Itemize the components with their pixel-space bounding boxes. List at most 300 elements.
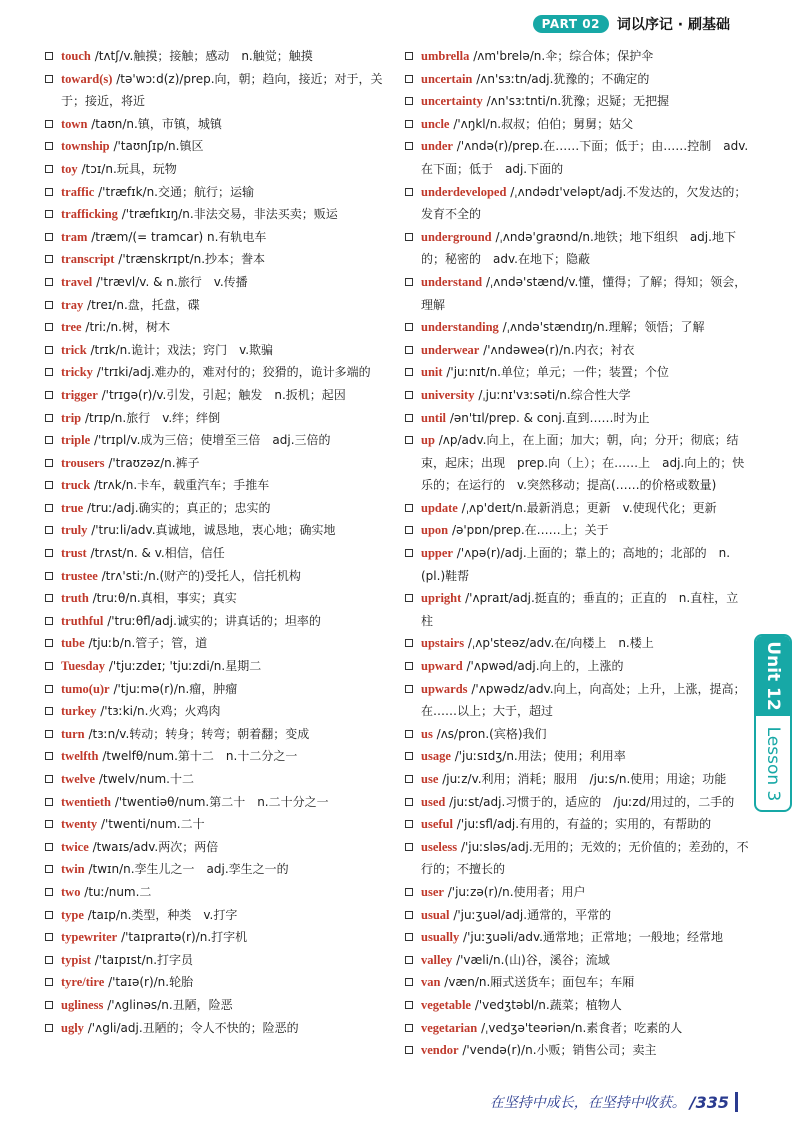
vocab-entry [44,248,389,271]
vocab-entry [404,904,749,927]
vocab-entry [404,90,749,113]
checkbox-icon[interactable] [45,391,53,399]
vocab-definition: /'twenti/num.二十 [100,817,205,832]
vocab-word: traffic [61,184,95,199]
checkbox-icon[interactable] [405,730,413,738]
checkbox-icon[interactable] [405,1024,413,1032]
vocab-definition: /tʌtʃ/v.触摸；接触；感动 n.触觉；触摸 [94,49,313,63]
vocab-entry [44,768,389,791]
checkbox-icon[interactable] [405,368,413,376]
checkbox-icon[interactable] [45,188,53,196]
checkbox-icon[interactable] [405,933,413,941]
checkbox-icon[interactable] [405,278,413,286]
vocab-entry [44,474,389,497]
vocab-definition: /ʌm'brelə/n.伞；综合体；保护伞 [473,49,654,63]
checkbox-icon[interactable] [405,798,413,806]
vocab-definition: /juːz/v.利用；消耗；服用 /juːs/n.使用；用途；功能 [442,772,727,786]
vocab-definition: /'ʌpraɪt/adj.挺直的；垂直的；正直的 n.直柱，立柱 [421,591,739,628]
vocab-word: trustee [61,568,98,583]
vocab-definition: /'ʌpə(r)/adj.上面的；靠上的；高地的；北部的 n.(pl.)鞋帮 [421,546,731,583]
vocab-word: tube [61,636,85,651]
vocab-definition: /'juːnɪt/n.单位；单元；一件；装置；个位 [446,365,669,380]
checkbox-icon[interactable] [405,1001,413,1009]
vocab-entry [44,565,389,588]
vocab-definition: /'træfɪk/n.交通；航行；运输 [98,184,255,199]
vocab-entry [44,1017,389,1040]
vocab-definition: /trʌk/n.卡车，载重汽车；手推车 [94,478,270,493]
vocab-word: until [421,410,447,425]
checkbox-icon[interactable] [405,820,413,828]
vocab-word: turn [61,726,85,741]
vocab-word: twentieth [61,794,111,809]
vocab-word: vendor [421,1043,459,1058]
checkbox-icon[interactable] [45,504,53,512]
vocab-word: upward [421,659,463,674]
unit-lesson-tab [754,634,792,812]
checkbox-icon[interactable] [45,233,53,241]
vocab-definition: /'traʊzəz/n.裤子 [108,455,200,470]
checkbox-icon[interactable] [405,1046,413,1054]
vocab-entry [44,407,389,430]
vocab-word: use [421,772,439,786]
vocab-word: trust [61,546,87,561]
vocab-word: upper [421,546,453,561]
page-footer [490,1092,738,1112]
vocab-definition: /'vedʒtəbl/n.蔬菜；植物人 [474,997,622,1012]
vocab-word: true [61,500,84,515]
vocab-definition: /tə'wɔːd(z)/prep.向，朝；趋向，接近；对于，关于；接近，将近 [61,71,383,109]
vocab-word: upright [421,591,462,606]
vocab-word: township [61,139,110,154]
vocab-entry [44,904,389,927]
vocab-definition: /'tjuːmə(r)/n.瘤，肿瘤 [113,681,238,696]
vocab-entry [404,1039,749,1062]
vocab-definition: /'træfɪkɪŋ/n.非法交易，非法买卖；贩运 [121,207,338,222]
vocab-word: truck [61,478,91,493]
vocab-word: underground [421,229,492,244]
checkbox-icon[interactable] [405,775,413,783]
checkbox-icon[interactable] [405,504,413,512]
vocab-entry [44,158,389,181]
checkbox-icon[interactable] [405,843,413,851]
vocab-entry [44,68,389,113]
checkbox-icon[interactable] [45,843,53,851]
checkbox-icon[interactable] [45,1001,53,1009]
vocab-entry [44,971,389,994]
vocab-definition: /treɪ/n.盘，托盘，碟 [87,297,200,312]
vocab-definition: /'juːsɪdʒ/n.用法；使用；利用率 [454,749,626,764]
vocab-definition: /ˌʌndə'stænd/v.懂，懂得；了解；得知；领会，理解 [421,274,747,312]
lesson-label: Lesson 3 [763,726,783,802]
vocab-definition: /ˌʌndə'graʊnd/n.地铁；地下组织 adj.地下的；秘密的 adv.在地下；隐蔽 [421,229,736,267]
vocab-word: twenty [61,817,98,832]
checkbox-icon[interactable] [405,888,413,896]
vocab-entry [44,519,389,542]
checkbox-icon[interactable] [405,233,413,241]
checkbox-icon[interactable] [45,165,53,173]
vocab-definition: /'juːʒuəl/adj.通常的，平常的 [453,907,612,922]
vocab-definition: /'tɜːki/n.火鸡；火鸡肉 [100,704,221,719]
vocab-entry [44,113,389,136]
vocab-definition: /'trævl/v. & n.旅行 v.传播 [96,274,248,289]
checkbox-icon[interactable] [405,662,413,670]
vocab-word: turkey [61,704,97,719]
vocab-entry [404,384,749,407]
vocab-word: triple [61,433,91,448]
vocab-entry [404,813,749,836]
checkbox-icon[interactable] [405,346,413,354]
vocab-word: up [421,433,435,448]
vocab-entry [44,203,389,226]
vocab-word: vegetarian [421,1020,478,1035]
checkbox-icon[interactable] [405,752,413,760]
vocab-word: usual [421,907,450,922]
checkbox-icon[interactable] [405,323,413,331]
vocab-word: truly [61,523,88,538]
vocab-definition: /ˌvedʒə'teəriən/n.素食者；吃素的人 [481,1020,683,1035]
vocab-word: trafficking [61,207,118,222]
page-bar [735,1092,738,1112]
vocab-definition: /tɜːn/v.转动；转身；转弯；朝着翻；变成 [88,726,310,741]
vocab-definition: /'tjuːzdeɪ; 'tjuːzdi/n.星期二 [108,659,262,674]
vocab-definition: /ˌjuːnɪ'vɜːsəti/n.综合性大学 [478,387,631,402]
vocab-definition: /twɪn/n.孪生儿之一 adj.孪生之一的 [88,862,289,877]
checkbox-icon[interactable] [45,956,53,964]
vocab-definition: /trʌst/n. & v.相信，信任 [90,546,225,561]
footer-slogan: 在坚持中成长，在坚持中收获。 [489,1095,686,1111]
vocab-word: type [61,907,84,922]
unit-label: Unit 12 [763,641,783,711]
vocab-word: uncertainty [421,94,483,109]
vocab-entry [44,384,389,407]
vocab-definition: /ən'tɪl/prep. & conj.直到……时为止 [449,410,650,425]
checkbox-icon[interactable] [45,323,53,331]
checkbox-icon[interactable] [405,414,413,422]
vocab-word: transcript [61,252,115,267]
vocab-definition: /'ʌglinəs/n.丑陋，险恶 [107,997,233,1012]
checkbox-icon[interactable] [45,142,53,150]
vocab-definition: /ˌʌndə'stændɪŋ/n.理解；领悟；了解 [502,320,705,335]
checkbox-icon[interactable] [405,52,413,60]
checkbox-icon[interactable] [405,685,413,693]
vocab-definition: /'juːsfl/adj.有用的，有益的；实用的，有帮助的 [456,817,712,832]
vocab-definition: /'taɪə(r)/n.轮胎 [108,975,194,990]
vocab-entry [44,497,389,520]
vocab-definition: /ʌn'sɜːtn/adj.犹豫的；不确定的 [476,71,650,86]
checkbox-icon[interactable] [405,978,413,986]
page-number: /335 [689,1092,729,1112]
vocab-definition: /ʌn'sɜːtnti/n.犹豫；迟疑；无把握 [486,94,670,109]
checkbox-icon[interactable] [405,594,413,602]
checkbox-icon[interactable] [45,730,53,738]
vocab-word: usually [421,930,460,945]
vocab-definition: /'væli/n.(山)谷，溪谷；流域 [456,952,610,967]
vocab-definition: /'trænskrɪpt/n.抄本；誊本 [118,252,266,267]
vocab-word: upstairs [421,636,465,651]
vocab-entry [44,135,389,158]
vocab-word: useless [421,839,458,854]
vocab-definition: /'taɪpraɪtə(r)/n.打字机 [121,930,248,945]
checkbox-icon[interactable] [45,775,53,783]
vocab-word: usage [421,749,451,764]
checkbox-icon[interactable] [405,526,413,534]
vocab-definition: /'taɪpɪst/n.打字员 [94,952,194,967]
vocab-word: tyre/tire [61,975,105,990]
vocab-entry [44,632,389,655]
vocab-entry [44,678,389,701]
vocab-definition: /triː/n.树，树木 [85,320,170,335]
checkbox-icon[interactable] [45,911,53,919]
vocab-definition: /tjuːb/n.管子；管，道 [88,636,208,651]
checkbox-icon[interactable] [45,639,53,647]
vocab-entry [404,542,749,587]
checkbox-icon[interactable] [405,639,413,647]
checkbox-icon[interactable] [45,255,53,263]
checkbox-icon[interactable] [45,865,53,873]
vocab-entry [404,316,749,339]
vocab-word: vegetable [421,997,471,1012]
vocab-definition: /ˌʌp'steəz/adv.在/向楼上 n.楼上 [467,636,654,651]
right-column [404,45,749,1062]
checkbox-icon[interactable] [405,188,413,196]
checkbox-icon[interactable] [45,617,53,625]
vocab-entry [404,994,749,1017]
vocab-word: uncertain [421,71,473,86]
vocab-entry [44,836,389,859]
vocab-entry [404,497,749,520]
vocab-word: touch [61,49,91,63]
vocab-definition: /ˌʌp'deɪt/n.最新消息；更新 v.使现代化；更新 [461,500,717,515]
vocab-word: ugliness [61,997,104,1012]
checkbox-icon[interactable] [45,481,53,489]
vocab-definition: /'ʌpwəd/adj.向上的，上涨的 [466,659,624,674]
checkbox-icon[interactable] [405,549,413,557]
vocab-word: twin [61,862,85,877]
vocab-entry [44,926,389,949]
checkbox-icon[interactable] [45,459,53,467]
vocab-entry [404,587,749,632]
vocab-entry [404,655,749,678]
vocab-entry [44,858,389,881]
vocab-entry [404,45,749,68]
vocab-entry [44,745,389,768]
checkbox-icon[interactable] [45,436,53,444]
vocab-word: tricky [61,365,93,380]
vocab-definition: /twelv/num.十二 [98,772,194,786]
vocab-entry [404,226,749,271]
vocab-entry [404,519,749,542]
vocab-definition: /tuː/num.二 [84,884,152,899]
checkbox-icon[interactable] [45,120,53,128]
vocab-word: typist [61,952,91,967]
vocab-definition: /'ʌpwədz/adv.向上，向高处；上升，上涨，提高；在……以上；大于，超过 [421,681,746,719]
vocab-word: typewriter [61,930,118,945]
vocab-definition: /ʌs/pron.(宾格)我们 [436,726,547,741]
checkbox-icon[interactable] [45,210,53,218]
vocab-entry [44,294,389,317]
checkbox-icon[interactable] [45,75,53,83]
vocab-word: useful [421,817,453,832]
checkbox-icon[interactable] [405,97,413,105]
checkbox-icon[interactable] [45,594,53,602]
vocab-entry [404,135,749,180]
vocab-word: used [421,794,446,809]
vocab-definition: /'juːsləs/adj.无用的；无效的；无价值的；差劲的，不行的；不擅长的 [421,839,749,877]
vocab-entry [44,452,389,475]
checkbox-icon[interactable] [45,707,53,715]
vocab-entry [44,791,389,814]
vocab-entry [404,881,749,904]
vocab-definition: /'trɪpl/v.成为三倍；使增至三倍 adj.三倍的 [94,433,331,448]
vocab-definition: /'juːʒuəli/adv.通常地；正常地；一般地；经常地 [463,930,723,945]
vocab-entry [44,655,389,678]
checkbox-icon[interactable] [45,888,53,896]
vocab-definition: /taɪp/n.类型，种类 v.打字 [87,907,238,922]
checkbox-icon[interactable] [45,820,53,828]
vocab-word: underdeveloped [421,184,507,199]
vocab-entry [44,226,389,249]
vocab-word: town [61,116,88,131]
vocab-definition: /'vendə(r)/n.小贩；销售公司；卖主 [462,1043,657,1058]
vocab-word: underwear [421,342,480,357]
vocab-word: umbrella [421,49,470,63]
vocab-word: trousers [61,455,105,470]
vocab-word: upwards [421,681,468,696]
vocab-word: valley [421,952,453,967]
vocab-word: unit [421,365,443,380]
vocab-entry [44,316,389,339]
checkbox-icon[interactable] [45,572,53,580]
vocab-definition: /'ʌndəweə(r)/n.内衣；衬衣 [483,342,635,357]
checkbox-icon[interactable] [405,911,413,919]
checkbox-icon[interactable] [45,1024,53,1032]
vocab-entry [44,723,389,746]
vocab-entry [44,181,389,204]
vocab-entry [404,791,749,814]
vocab-word: us [421,726,433,741]
checkbox-icon[interactable] [405,391,413,399]
checkbox-icon[interactable] [45,662,53,670]
vocab-entry [404,68,749,91]
vocab-word: ugly [61,1020,84,1035]
vocab-word: understand [421,274,483,289]
vocab-entry [44,994,389,1017]
vocab-definition: /trʌ'stiː/n.(财产的)受托人，信托机构 [101,568,301,583]
vocab-word: two [61,884,81,899]
vocab-definition: /'truːθfl/adj.诚实的；讲真话的；坦率的 [107,613,321,628]
vocab-word: truthful [61,613,104,628]
vocab-definition: /'truːli/adv.真诚地，诚恳地，衷心地；确实地 [91,523,336,538]
vocab-word: tram [61,229,88,244]
vocab-entry [44,813,389,836]
vocab-word: user [421,884,444,899]
vocab-entry [404,836,749,881]
vocab-word: tray [61,297,84,312]
vocab-definition: /tɔɪ/n.玩具，玩物 [81,161,177,176]
vocab-definition: /juːst/adj.习惯于的，适应的 /juːzd/用过的，二手的 [449,794,735,809]
vocab-word: tumo(u)r [61,681,110,696]
vocab-definition: /træm/(= tramcar) n.有轨电车 [91,229,267,244]
vocab-word: Tuesday [61,659,106,674]
vocab-entry [44,271,389,294]
checkbox-icon[interactable] [45,526,53,534]
checkbox-icon[interactable] [45,549,53,557]
checkbox-icon[interactable] [45,368,53,376]
checkbox-icon[interactable] [405,75,413,83]
checkbox-icon[interactable] [45,978,53,986]
vocab-definition: /twelfθ/num.第十二 n.十二分之一 [102,749,298,764]
checkbox-icon[interactable] [45,346,53,354]
vocab-word: trip [61,410,82,425]
checkbox-icon[interactable] [45,798,53,806]
vocab-definition: /ə'pɒn/prep.在……上；关于 [451,523,609,538]
checkbox-icon[interactable] [45,52,53,60]
vocab-definition: /ˌʌndədɪ'veləpt/adj.不发达的，欠发达的；发育不全的 [421,184,747,222]
vocab-entry [404,429,749,497]
vocab-word: travel [61,274,93,289]
vocab-definition: /truː/adj.确实的；真正的；忠实的 [87,500,271,515]
vocab-word: university [421,387,475,402]
vocab-definition: /taʊn/n.镇，市镇，城镇 [91,116,222,131]
vocab-entry [404,926,749,949]
vocab-word: upon [421,523,449,538]
checkbox-icon[interactable] [45,278,53,286]
vocab-entry [44,610,389,633]
page-header [533,14,730,34]
vocab-entry [404,361,749,384]
vocab-entry [404,407,749,430]
vocab-entry [44,45,389,68]
checkbox-icon[interactable] [405,142,413,150]
vocab-word: twice [61,839,89,854]
checkbox-icon[interactable] [45,685,53,693]
vocab-definition: /twaɪs/adv.两次；两倍 [92,839,219,854]
checkbox-icon[interactable] [45,414,53,422]
vocab-entry [404,678,749,723]
vocab-definition: /'ʌŋkl/n.叔叔；伯伯；舅舅；姑父 [453,116,634,131]
vocab-entry [404,723,749,746]
checkbox-icon[interactable] [45,752,53,760]
vocab-entry [404,971,749,994]
checkbox-icon[interactable] [45,301,53,309]
vocab-entry [404,181,749,226]
vocab-definition: /trɪk/n.诡计；戏法；窍门 v.欺骗 [90,342,274,357]
vocab-entry [44,587,389,610]
vocab-entry [404,768,749,791]
checkbox-icon[interactable] [405,436,413,444]
checkbox-icon[interactable] [45,933,53,941]
vocab-definition: /'ʌndə(r)/prep.在……下面；低于；由……控制 adv.在下面；低于 adj.下面的 [421,139,749,176]
vocab-definition: /'ʌgli/adj.丑陋的；令人不快的；险恶的 [87,1020,299,1035]
vocab-definition: /trɪp/n.旅行 v.绊；绊倒 [84,410,221,425]
vocab-entry [404,339,749,362]
vocab-word: twelve [61,772,96,786]
vocab-entry [404,632,749,655]
vocab-word: trigger [61,387,98,402]
vocab-word: update [421,500,458,515]
checkbox-icon[interactable] [405,956,413,964]
vocab-definition: /'twentiəθ/num.第二十 n.二十分之一 [114,794,329,809]
vocab-entry [44,429,389,452]
vocab-definition: /ʌp/adv.向上，在上面；加大；朝，向；分开；彻底；结束，起床；出现 prep.向（上）；在……上 adj.向上的；快乐的；在运行的 v.突然移动；提高(……的价格或数量) [421,433,745,493]
checkbox-icon[interactable] [405,120,413,128]
vocab-entry [44,949,389,972]
vocab-definition: /'trɪki/adj.难办的，难对付的；狡猾的，诡计多端的 [96,365,371,380]
vocab-word: twelfth [61,749,99,764]
vocab-entry [44,700,389,723]
vocab-word: truth [61,591,89,606]
vocab-entry [44,339,389,362]
